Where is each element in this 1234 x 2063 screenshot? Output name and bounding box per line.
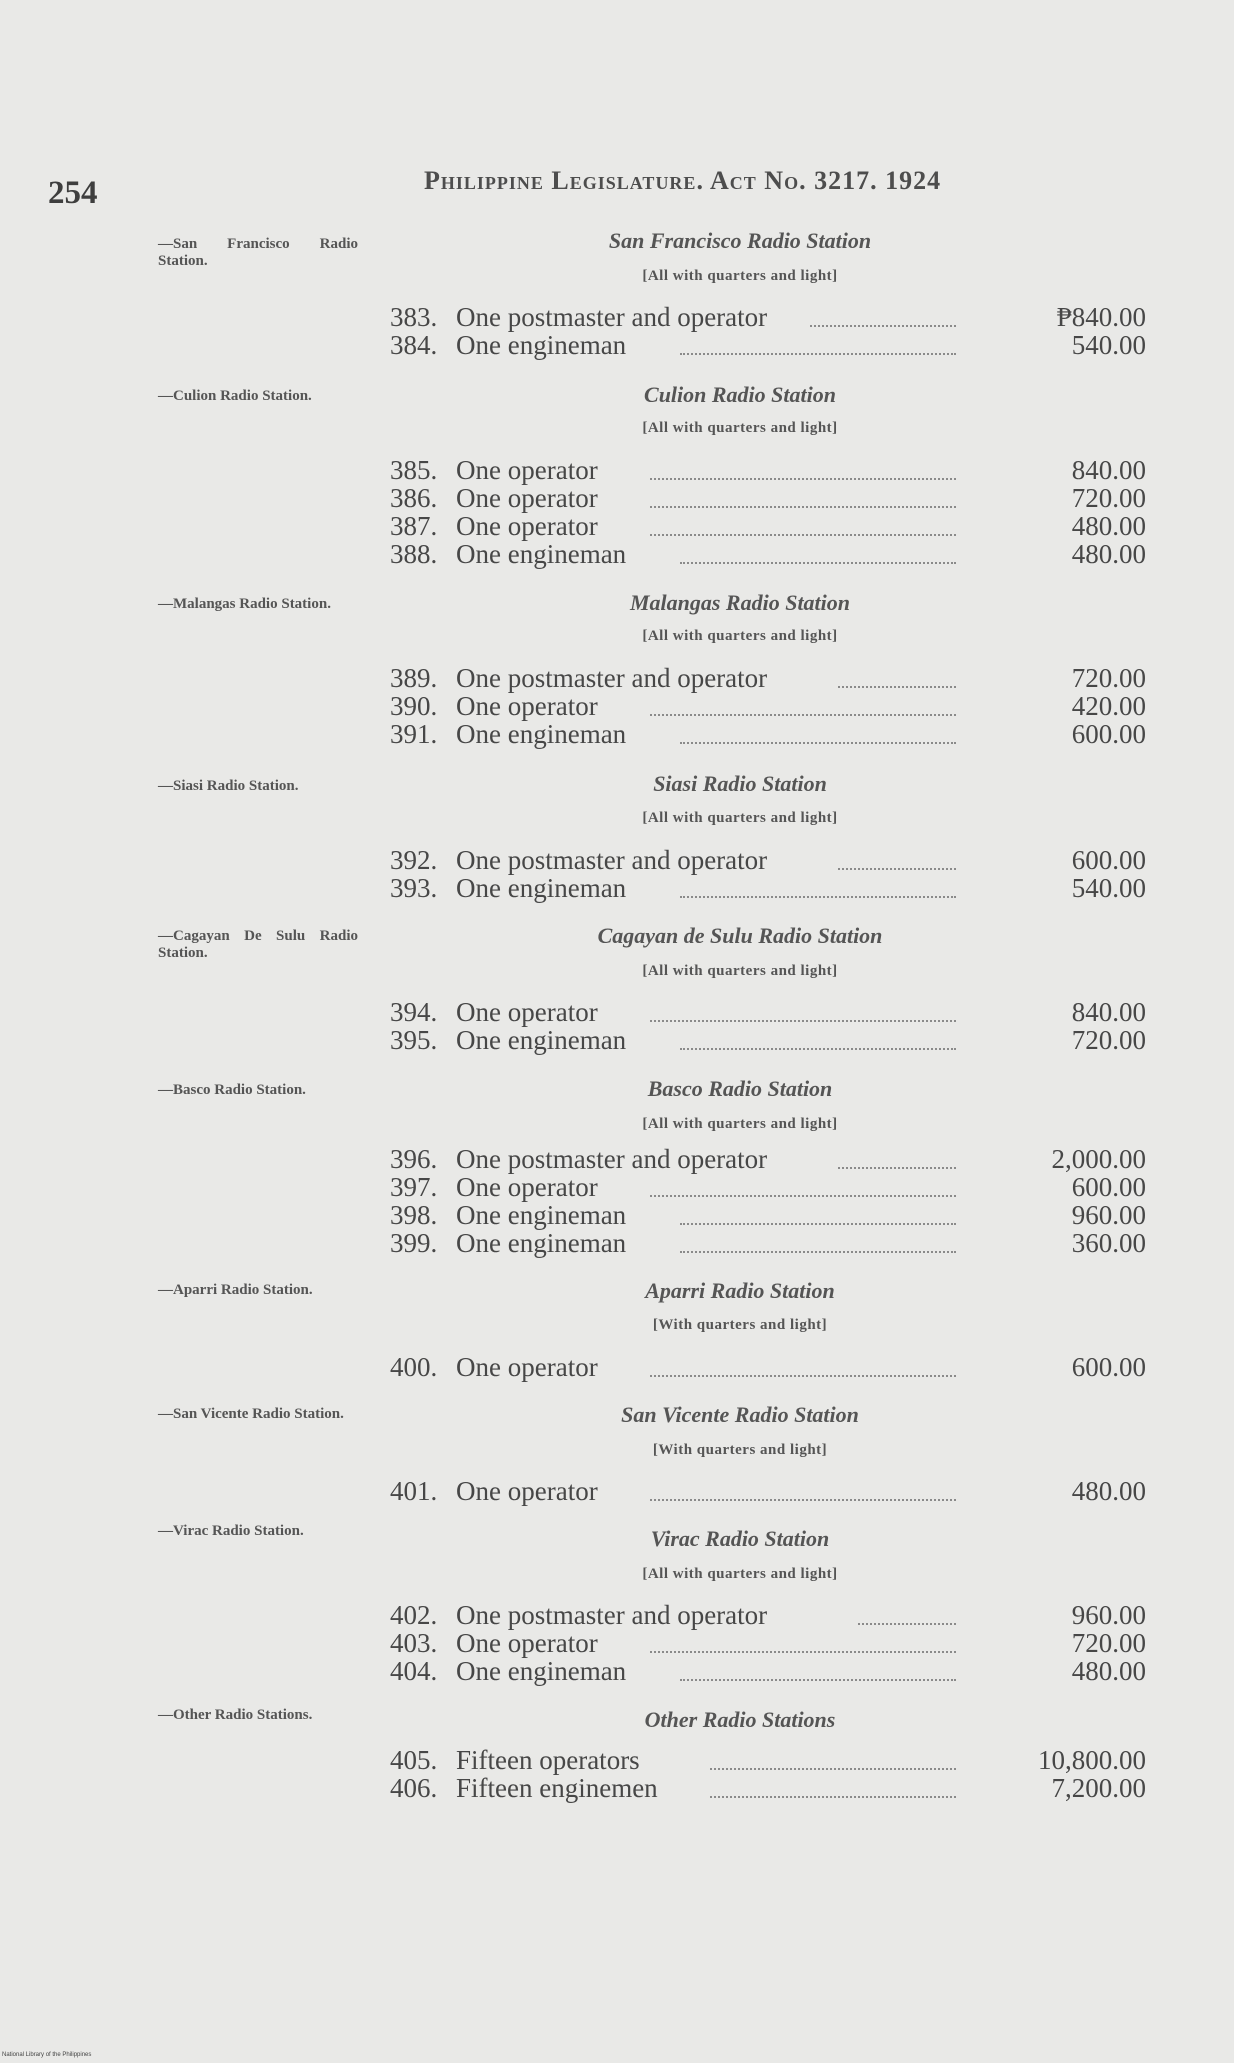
- section-heading: Culion Radio Station: [644, 382, 836, 407]
- leader-dots: [680, 868, 956, 898]
- section-heading: Cagayan de Sulu Radio Station: [597, 923, 883, 948]
- item-number: 391.: [390, 719, 438, 749]
- leader-dots: [680, 1020, 956, 1050]
- item-amount: 600.00: [1071, 719, 1146, 749]
- section-heading: Basco Radio Station: [647, 1076, 833, 1101]
- leader-dots: [810, 297, 956, 327]
- leader-dots: [650, 1471, 956, 1501]
- leader-dots: [838, 840, 956, 870]
- item-amount: ₱840.00: [1056, 302, 1146, 332]
- item-description: One operator: [456, 691, 598, 721]
- leader-dots: [680, 1651, 956, 1681]
- section-heading: Aparri Radio Station: [645, 1278, 835, 1303]
- margin-note: —Siasi Radio Station.: [158, 778, 299, 794]
- list-item: [390, 1353, 1146, 1381]
- list-item: [390, 720, 1146, 748]
- item-description: One engineman: [456, 1656, 627, 1686]
- item-number: 385.: [390, 455, 438, 485]
- item-amount: 720.00: [1071, 1628, 1146, 1658]
- section-heading: San Vicente Radio Station: [621, 1402, 859, 1427]
- item-amount: 480.00: [1071, 539, 1146, 569]
- item-number: 406.: [390, 1773, 438, 1803]
- section-subheading: [All with quarters and light]: [642, 1566, 838, 1582]
- leader-dots: [650, 686, 956, 716]
- item-amount: 360.00: [1071, 1228, 1146, 1258]
- item-number: 393.: [390, 873, 438, 903]
- section-subheading: [All with quarters and light]: [642, 1116, 838, 1132]
- item-amount: 540.00: [1071, 330, 1146, 360]
- item-description: One postmaster and operator: [456, 1144, 768, 1174]
- item-description: One engineman: [456, 719, 627, 749]
- item-number: 383.: [390, 302, 438, 332]
- item-description: One postmaster and operator: [456, 845, 768, 875]
- leader-dots: [650, 1347, 956, 1377]
- item-number: 401.: [390, 1476, 438, 1506]
- list-item: [390, 874, 1146, 902]
- item-amount: 600.00: [1071, 845, 1146, 875]
- item-number: 403.: [390, 1628, 438, 1658]
- item-amount: 480.00: [1071, 511, 1146, 541]
- list-item: [390, 1026, 1146, 1054]
- item-number: 390.: [390, 691, 438, 721]
- item-amount: 480.00: [1071, 1656, 1146, 1686]
- list-item: [390, 1657, 1146, 1685]
- item-number: 398.: [390, 1200, 438, 1230]
- item-amount: 2,000.00: [1051, 1144, 1146, 1174]
- item-description: One operator: [456, 511, 598, 541]
- item-number: 395.: [390, 1025, 438, 1055]
- footer-credit: National Library of the Philippines: [2, 2052, 92, 2058]
- item-amount: 960.00: [1071, 1600, 1146, 1630]
- item-amount: 7,200.00: [1051, 1773, 1146, 1803]
- item-description: One engineman: [456, 873, 627, 903]
- leader-dots: [710, 1768, 956, 1798]
- margin-note: —Aparri Radio Station.: [158, 1282, 313, 1298]
- leader-dots: [680, 1223, 956, 1253]
- item-amount: 600.00: [1071, 1352, 1146, 1382]
- item-amount: 720.00: [1071, 663, 1146, 693]
- item-description: One engineman: [456, 539, 627, 569]
- leader-dots: [680, 534, 956, 564]
- item-number: 405.: [390, 1745, 438, 1775]
- item-number: 386.: [390, 483, 438, 513]
- list-item: [390, 1229, 1146, 1257]
- margin-note: —Cagayan De Sulu Radio Station.: [158, 928, 358, 961]
- item-number: 392.: [390, 845, 438, 875]
- item-amount: 10,800.00: [1038, 1745, 1146, 1775]
- item-description: Fifteen operators: [456, 1745, 640, 1775]
- section-heading: Virac Radio Station: [650, 1526, 830, 1551]
- leader-dots: [680, 1195, 956, 1225]
- section-subheading: [All with quarters and light]: [642, 628, 838, 644]
- item-description: One operator: [456, 997, 598, 1027]
- item-description: One operator: [456, 1352, 598, 1382]
- item-number: 394.: [390, 997, 438, 1027]
- item-number: 397.: [390, 1172, 438, 1202]
- item-description: One engineman: [456, 330, 627, 360]
- leader-dots: [650, 992, 956, 1022]
- leader-dots: [680, 714, 956, 744]
- item-description: One operator: [456, 1628, 598, 1658]
- margin-note: —Malangas Radio Station.: [158, 596, 331, 612]
- section-heading: Siasi Radio Station: [653, 771, 827, 796]
- item-description: Fifteen enginemen: [456, 1773, 658, 1803]
- item-description: One operator: [456, 483, 598, 513]
- item-number: 404.: [390, 1656, 438, 1686]
- item-description: One operator: [456, 1476, 598, 1506]
- leader-dots: [710, 1740, 956, 1770]
- item-number: 396.: [390, 1144, 438, 1174]
- item-number: 399.: [390, 1228, 438, 1258]
- section-subheading: [All with quarters and light]: [642, 420, 838, 436]
- list-item: [390, 1774, 1146, 1802]
- leader-dots: [650, 1623, 956, 1653]
- item-amount: 480.00: [1071, 1476, 1146, 1506]
- leader-dots: [838, 658, 956, 688]
- item-description: One engineman: [456, 1228, 627, 1258]
- leader-dots: [650, 450, 956, 480]
- item-description: One engineman: [456, 1025, 627, 1055]
- section-heading: Malangas Radio Station: [629, 590, 851, 615]
- section-subheading: [All with quarters and light]: [642, 268, 838, 284]
- leader-dots: [858, 1595, 956, 1625]
- item-number: 387.: [390, 511, 438, 541]
- item-amount: 540.00: [1071, 873, 1146, 903]
- margin-note: —San Francisco Radio Station.: [158, 236, 358, 269]
- item-number: 388.: [390, 539, 438, 569]
- section-heading: Other Radio Stations: [644, 1707, 836, 1732]
- margin-note: —Other Radio Stations.: [158, 1707, 313, 1723]
- leader-dots: [650, 1167, 956, 1197]
- item-amount: 720.00: [1071, 483, 1146, 513]
- section-subheading: [All with quarters and light]: [642, 810, 838, 826]
- list-item: [390, 540, 1146, 568]
- item-description: One postmaster and operator: [456, 663, 768, 693]
- section-subheading: [All with quarters and light]: [642, 963, 838, 979]
- item-amount: 960.00: [1071, 1200, 1146, 1230]
- leader-dots: [650, 478, 956, 508]
- item-number: 384.: [390, 330, 438, 360]
- item-amount: 420.00: [1071, 691, 1146, 721]
- item-amount: 600.00: [1071, 1172, 1146, 1202]
- leader-dots: [838, 1139, 956, 1169]
- section-heading: San Francisco Radio Station: [608, 228, 872, 253]
- section-subheading: [With quarters and light]: [652, 1442, 828, 1458]
- running-head: Philippine Legislature. Act No. 3217. 1924: [424, 166, 942, 195]
- item-amount: 840.00: [1071, 997, 1146, 1027]
- list-item: [390, 1477, 1146, 1505]
- item-number: 400.: [390, 1352, 438, 1382]
- list-item: [390, 331, 1146, 359]
- item-description: One operator: [456, 1172, 598, 1202]
- item-description: One postmaster and operator: [456, 302, 768, 332]
- item-description: One postmaster and operator: [456, 1600, 768, 1630]
- margin-note: —Culion Radio Station.: [158, 388, 312, 404]
- section-subheading: [With quarters and light]: [652, 1317, 828, 1333]
- margin-note: —Virac Radio Station.: [158, 1523, 304, 1539]
- page-number: 254: [48, 175, 98, 211]
- item-number: 389.: [390, 663, 438, 693]
- item-description: One engineman: [456, 1200, 627, 1230]
- item-amount: 840.00: [1071, 455, 1146, 485]
- leader-dots: [650, 506, 956, 536]
- item-amount: 720.00: [1071, 1025, 1146, 1055]
- item-description: One operator: [456, 455, 598, 485]
- margin-note: —San Vicente Radio Station.: [158, 1406, 344, 1422]
- margin-note: —Basco Radio Station.: [158, 1082, 306, 1098]
- leader-dots: [680, 325, 956, 355]
- item-number: 402.: [390, 1600, 438, 1630]
